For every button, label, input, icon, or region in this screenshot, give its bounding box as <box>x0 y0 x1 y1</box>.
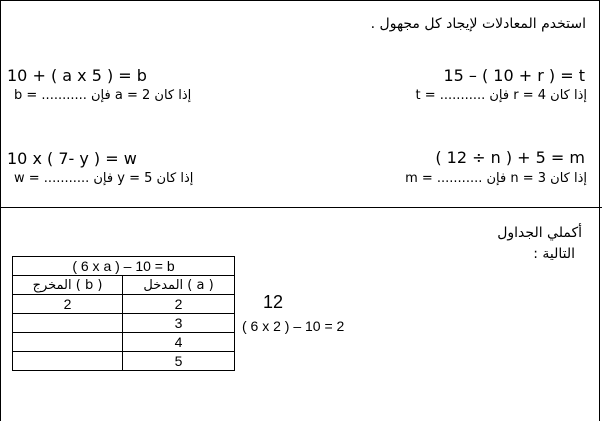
cell-input: 5 <box>123 352 235 371</box>
condition-w: إذا كان y = 5 فإن ........... = w <box>14 171 194 186</box>
cell-input: 3 <box>123 314 235 333</box>
equation-b: 10 + ( a x 5 ) = b <box>7 66 147 85</box>
table-row <box>13 295 235 314</box>
condition-b: إذا كان a = 2 فإن ........... = b <box>14 88 192 103</box>
section-divider <box>0 207 602 208</box>
work-equation: ( 6 x 2 ) – 10 = 2 <box>242 318 345 334</box>
cell-output[interactable] <box>13 314 123 333</box>
equation-w: 10 x ( 7- y ) = w <box>7 149 137 168</box>
cell-output[interactable] <box>13 333 123 352</box>
equation-t: 15 – ( 10 + r ) = t <box>443 66 585 85</box>
condition-m: إذا كان n = 3 فإن ........... = m <box>405 171 587 186</box>
io-table <box>12 256 235 371</box>
section2-instruction-line2: التالية : <box>533 246 575 262</box>
cell-output[interactable] <box>13 352 123 371</box>
table-row <box>13 314 235 333</box>
cell-input: 4 <box>123 333 235 352</box>
cell-output[interactable]: 2 <box>13 295 123 314</box>
equation-m: ( 12 ÷ n ) + 5 = m <box>435 148 585 167</box>
condition-t: إذا كان r = 4 فإن ........... = t <box>415 88 587 103</box>
table-row <box>13 352 235 371</box>
table-row <box>13 333 235 352</box>
table-title-row <box>13 257 235 276</box>
section2-instruction-line1: أكملي الجداول <box>497 225 582 241</box>
header-output: المخرج ( b ) <box>13 276 123 295</box>
table-header-row <box>13 276 235 295</box>
cell-input: 2 <box>123 295 235 314</box>
section1-instruction: استخدم المعادلات لإيجاد كل مجهول . <box>370 16 586 32</box>
work-number: 12 <box>263 292 284 312</box>
table-title: ( 6 x a ) – 10 = b <box>13 257 235 276</box>
header-input: المدخل ( a ) <box>123 276 235 295</box>
